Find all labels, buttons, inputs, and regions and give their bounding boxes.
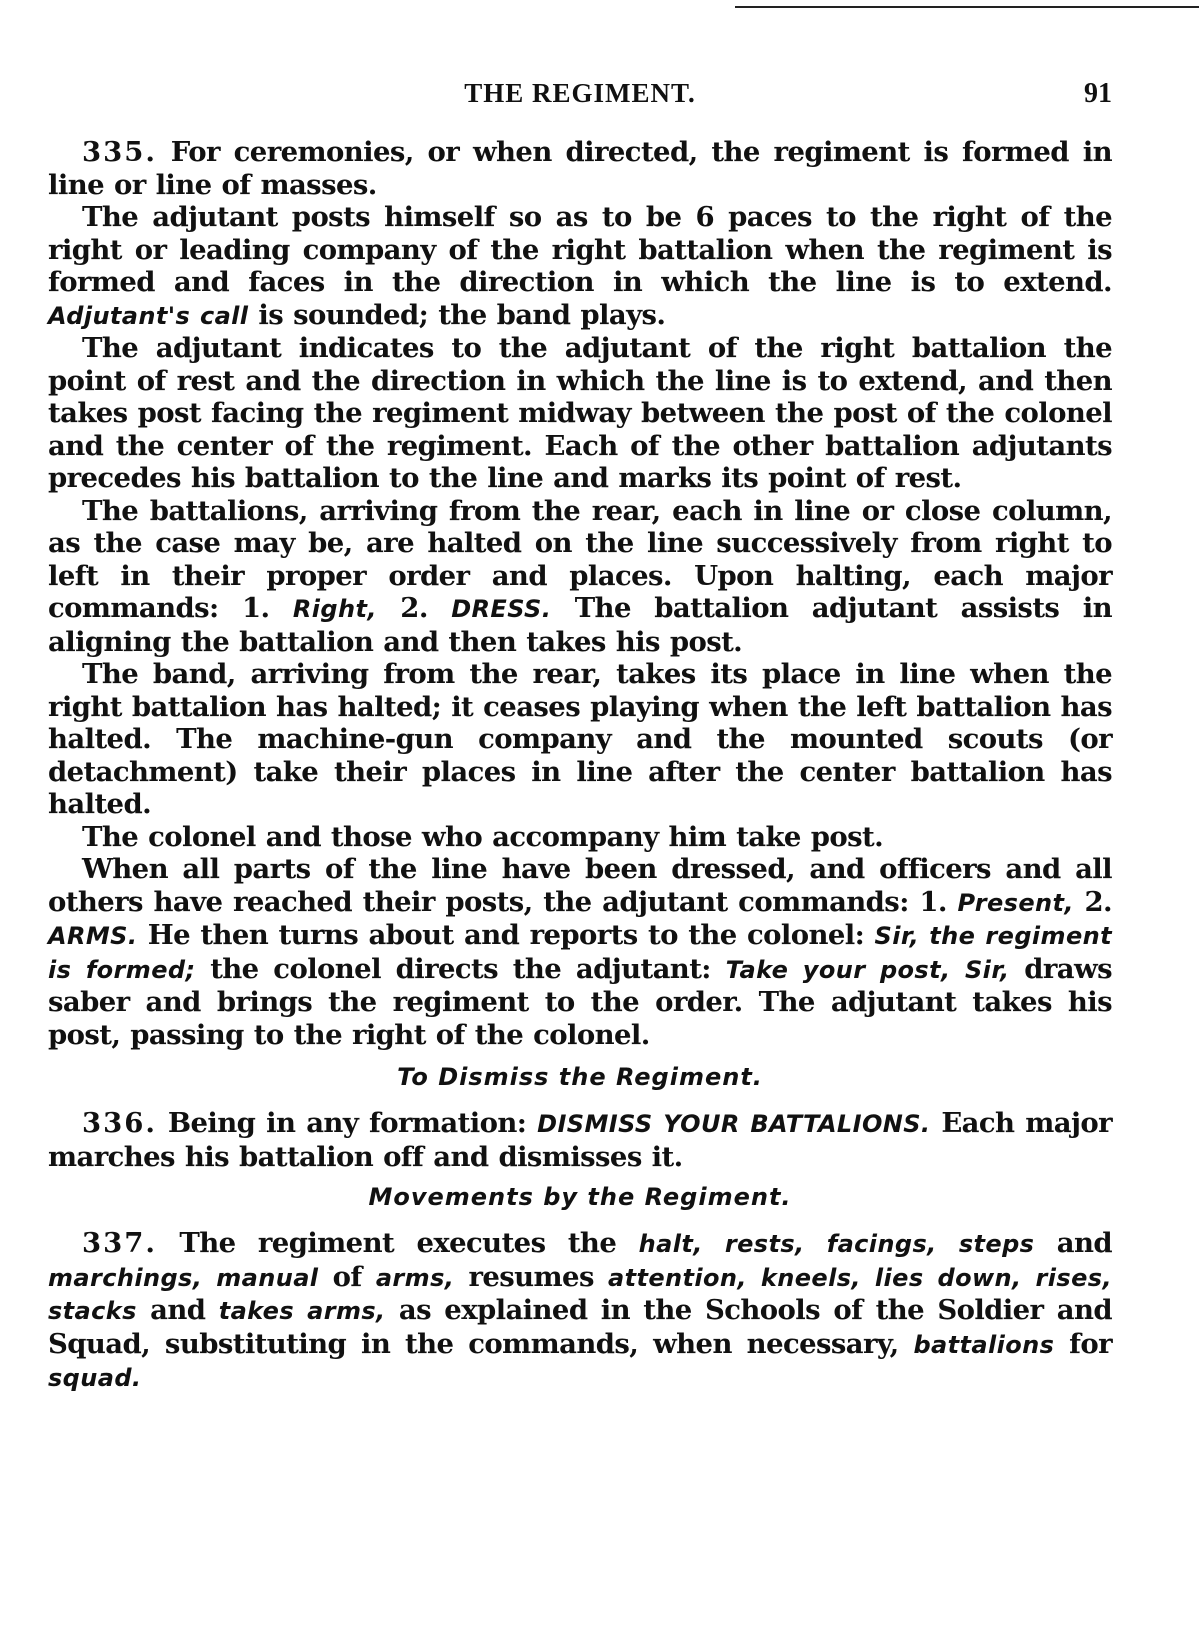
paragraph-335-point-of-rest xyxy=(48,332,1112,495)
paragraph-336 xyxy=(48,1107,1112,1173)
text: The battalions, arriving from the rear, each in line or close column, as the case may be, are halted on the line successively from right to left in their proper order and places. Upon halting, each major commands: 1. xyxy=(48,494,1112,624)
command-text: ARMS. xyxy=(48,922,138,950)
section-number-335: 335. xyxy=(82,136,157,168)
text: The adjutant indicates to the adjutant of the right battalion the point of rest and the direction in which the line is to extend, and then takes post facing the regiment midway between the post of the colonel and the center of the regiment. Each of the other battalion adjutants precedes his battalion to the line and marks its point of rest. xyxy=(48,332,1112,494)
text: Each major marches his battalion off and dismisses it. xyxy=(48,1107,1112,1173)
command-text: halt, rests, facings, steps xyxy=(638,1230,1035,1258)
text: and xyxy=(150,1294,206,1326)
text: For ceremonies, or when directed, the regiment is formed in line or line of masses. xyxy=(48,136,1112,201)
text: The colonel and those who accompany him take post. xyxy=(82,820,884,853)
text: Being in any formation: xyxy=(167,1107,527,1139)
command-text: arms, xyxy=(375,1263,455,1292)
command-text: DISMISS YOUR BATTALIONS. xyxy=(537,1110,931,1138)
paragraph-335-battalions xyxy=(48,495,1112,659)
paragraph-335-present-arms xyxy=(48,853,1112,1051)
paragraph-335-band xyxy=(48,658,1112,821)
command-text: Adjutant's call xyxy=(48,301,249,330)
text: resumes xyxy=(468,1260,594,1293)
command-text: takes arms, xyxy=(218,1297,386,1325)
text: is sounded; the band plays. xyxy=(258,298,666,331)
command-text: squad. xyxy=(48,1364,142,1392)
text: and xyxy=(1056,1227,1112,1259)
text: of xyxy=(332,1260,362,1293)
book-page xyxy=(48,78,1112,1395)
paragraph-335-intro xyxy=(48,136,1112,201)
text: draws saber and brings the regiment to the order. The adjutant takes his post, passing to the right of the colonel. xyxy=(48,952,1112,1051)
command-text: Take your post, Sir, xyxy=(725,955,1010,984)
command-text: battalions xyxy=(913,1330,1055,1359)
text: The regiment executes the xyxy=(179,1227,617,1259)
text: The adjutant posts himself so as to be 6 paces to the right of the right or leading company of the right battalion when the regiment is formed and faces in the direction in which the line is to extend. xyxy=(48,201,1112,298)
text: 2. xyxy=(1084,885,1112,918)
section-number-336: 336. xyxy=(82,1107,157,1139)
text: The band, arriving from the rear, takes its place in line when the right battalion has halted; it ceases playing when the left battalion has halted. The machine-gun company and the mounted scouts (or detachment) take their places in line after the center battalion has halted. xyxy=(48,658,1112,820)
command-text: Sir, the regiment is formed; xyxy=(48,922,1112,984)
command-text: Present, xyxy=(957,888,1074,917)
paragraph-337 xyxy=(48,1227,1112,1395)
command-text: DRESS. xyxy=(451,595,552,623)
subheading-dismiss: To Dismiss the Regiment. xyxy=(397,1063,763,1091)
running-title: THE REGIMENT. xyxy=(464,78,696,108)
running-head xyxy=(48,78,1112,118)
text: 2. xyxy=(400,592,428,624)
command-text: marchings, manual xyxy=(48,1263,319,1292)
paragraph-335-colonel xyxy=(48,821,1112,854)
subheading-movements: Movements by the Regiment. xyxy=(368,1183,792,1211)
paragraph-335-adjutant-post xyxy=(48,201,1112,332)
page-number: 91 xyxy=(1084,78,1112,109)
text: for xyxy=(1069,1327,1112,1360)
text: the colonel directs the adjutant: xyxy=(210,952,711,985)
text: as explained in the Schools of the Soldier and Squad, substituting in the commands, when necessary, xyxy=(48,1294,1112,1360)
section-number-337: 337. xyxy=(82,1227,157,1259)
text: When all parts of the line have been dressed, and officers and all others have reached their posts, the adjutant commands: 1. xyxy=(48,853,1112,918)
top-rule xyxy=(735,6,1199,8)
text: The battalion adjutant assists in aligning the battalion and then takes his post. xyxy=(48,592,1112,658)
text: He then turns about and reports to the colonel: xyxy=(147,919,865,951)
command-text: attention, kneels, lies down, rises, stacks xyxy=(48,1263,1112,1325)
command-text: Right, xyxy=(292,595,377,623)
